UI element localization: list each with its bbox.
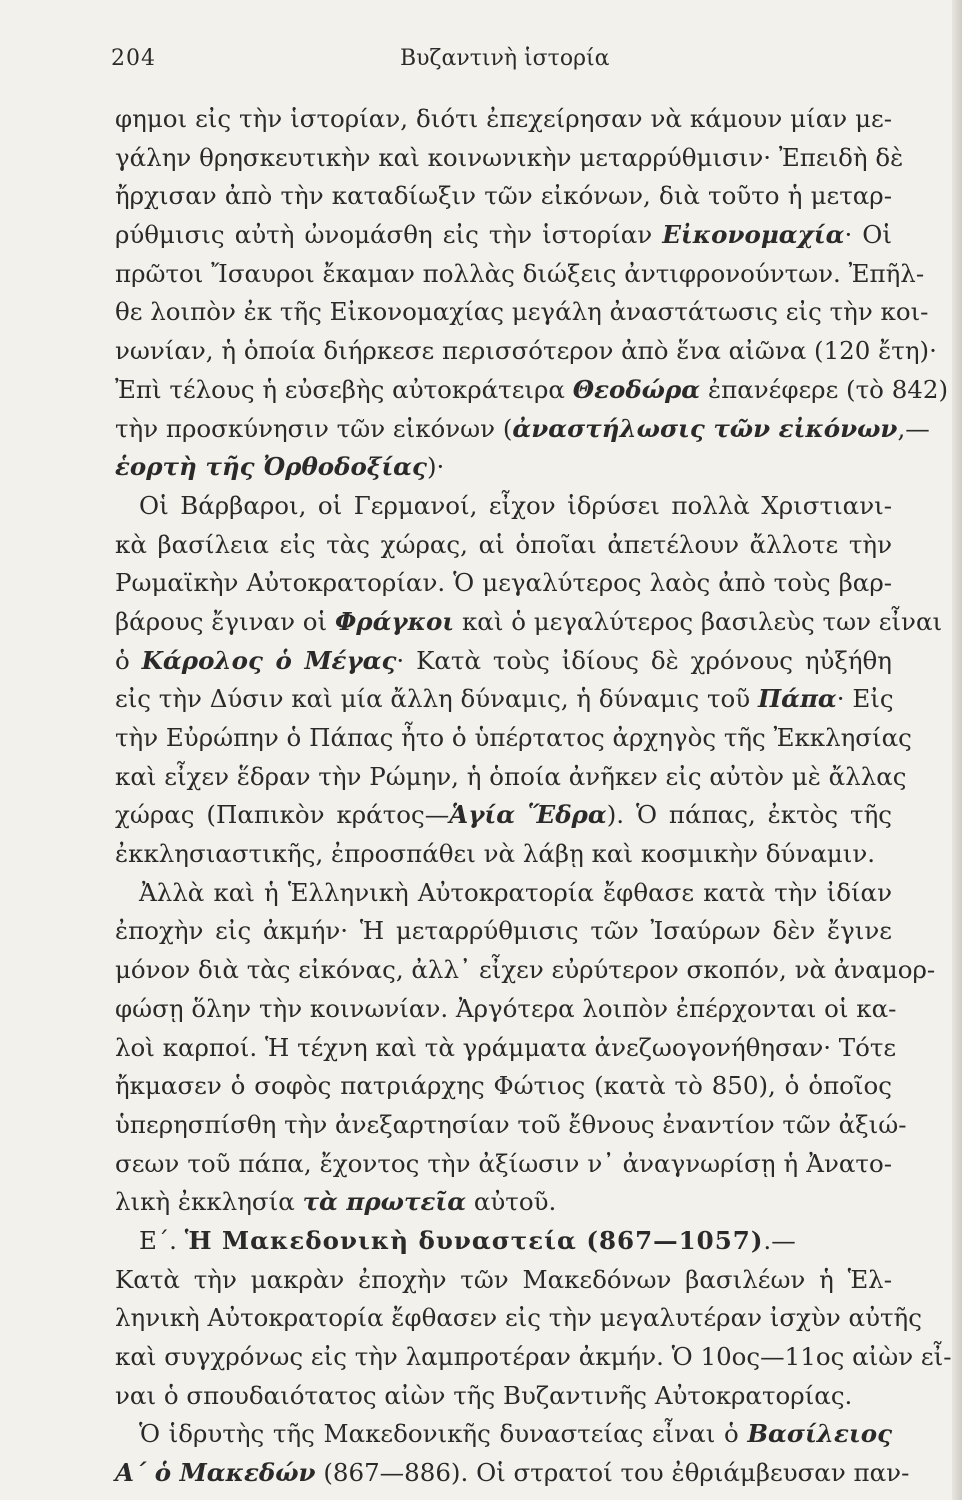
- page-edge-shadow: [952, 0, 962, 1500]
- text-run: καὶ εἶχεν ἕδραν τὴν Ρώμην, ἡ ὁποία ἀνῆκεν εἰς αὐτὸν μὲ ἄλλας: [115, 761, 907, 791]
- text-line: [115, 1222, 892, 1261]
- emphasis-term: Πάπα: [757, 684, 837, 714]
- text-run: )·: [426, 452, 445, 482]
- text-run: ἤκμασεν ὁ σοφὸς πατριάρχης Φώτιος (κατὰ τὸ 850), ὁ ὁποῖος: [115, 1071, 892, 1101]
- text-line: [115, 564, 892, 603]
- text-line: [115, 487, 892, 526]
- text-run: .—: [763, 1225, 796, 1255]
- text-run: γάλην θρησκευτικὴν καὶ κοινωνικὴν μεταρρύθμισιν· Ἐπειδὴ δὲ: [115, 142, 904, 172]
- text-run: ὁ: [115, 645, 142, 675]
- text-line: [115, 758, 907, 797]
- emphasis-term: Α΄ ὁ Μακεδών: [115, 1458, 316, 1488]
- text-run: αὐτοῦ.: [466, 1187, 557, 1217]
- text-line: [115, 526, 892, 565]
- text-line: [115, 1377, 892, 1416]
- text-line: [115, 680, 892, 719]
- text-line: [115, 371, 949, 410]
- text-run: θε λοιπὸν ἐκ τῆς Εἰκονομαχίας μεγάλη ἀναστάτωσις εἰς τὴν κοι-: [115, 297, 929, 327]
- text-line: [115, 1299, 922, 1338]
- text-line: [115, 100, 892, 139]
- text-line: [115, 835, 892, 874]
- emphasis-term: Ἁγία Ἕδρα: [449, 800, 607, 830]
- text-run: τὴν προσκύνησιν τῶν εἰκόνων (: [115, 413, 513, 443]
- text-run: ληνικὴ Αὐτοκρατορία ἔφθασεν εἰς τὴν μεγαλυτέραν ἰσχὺν αὐτῆς: [115, 1303, 922, 1333]
- text-run: ). Ὁ πάπας, ἐκτὸς τῆς: [606, 800, 892, 830]
- text-run: καὶ ὁ μεγαλύτερος βασιλεὺς των εἶναι: [454, 606, 943, 636]
- text-run: ,—: [897, 413, 930, 443]
- text-run: σεων τοῦ πάπα, ἔχοντος τὴν ἀξίωσιν ν᾽ ἀναγνωρίσῃ ἡ Ἀνατο-: [115, 1148, 892, 1178]
- text-line: [115, 1454, 910, 1493]
- text-line: [115, 1338, 952, 1377]
- text-run: Κατὰ τὴν μακρὰν ἐποχὴν τῶν Μακεδόνων βασιλέων ἡ Ἑλ-: [115, 1264, 892, 1294]
- text-run: βάρους ἔγιναν οἱ: [115, 606, 335, 636]
- text-line: [115, 410, 930, 449]
- text-line: [115, 1261, 892, 1300]
- text-run: μόνον διὰ τὰς εἰκόνας, ἀλλ᾽ εἶχεν εὐρύτερον σκοπόν, νὰ ἀναμορ-: [115, 955, 936, 985]
- text-run: ἐποχὴν εἰς ἀκμήν· Ἡ μεταρρύθμισις τῶν Ἰσαύρων δὲν ἔγινε: [115, 916, 892, 946]
- emphasis-term: Φράγκοι: [334, 606, 455, 636]
- text-run: · Κατὰ τοὺς ἰδίους δὲ χρόνους ηὐξήθη: [396, 645, 892, 675]
- text-run: ἤρχισαν ἀπὸ τὴν καταδίωξιν τῶν εἰκόνων, διὰ τοῦτο ἡ μεταρ-: [115, 181, 892, 211]
- text-run: (867—886). Οἱ στρατοί του ἐθριάμβευσαν παν-: [315, 1458, 910, 1488]
- text-line: [115, 1029, 897, 1068]
- text-run: ναι ὁ σπουδαιότατος αἰὼν τῆς Βυζαντινῆς Αὐτοκρατορίας.: [115, 1380, 853, 1410]
- text-line: [115, 951, 936, 990]
- text-run: λοὶ καρποί. Ἡ τέχνη καὶ τὰ γράμματα ἀνεζωογονήθησαν· Τότε: [115, 1032, 897, 1062]
- text-run: λικὴ ἐκκλησία: [115, 1187, 303, 1217]
- text-run: φώσῃ ὅλην τὴν κοινωνίαν. Ἀργότερα λοιπὸν ἐπέρχονται οἱ κα-: [115, 993, 897, 1023]
- text-line: [115, 216, 892, 255]
- text-line: [115, 990, 897, 1029]
- text-run: Ἐπὶ τέλους ἡ εὐσεβὴς αὐτοκράτειρα: [115, 374, 573, 404]
- emphasis-term: Θεοδώρα: [572, 374, 701, 404]
- emphasis-term: Εἰκονομαχία: [662, 220, 845, 250]
- text-run: νωνίαν, ἡ ὁποία διήρκεσε περισσότερον ἀπὸ ἕνα αἰῶνα (120 ἔτη)·: [115, 336, 937, 366]
- text-run: Ρωμαϊκὴν Αὐτοκρατορίαν. Ὁ μεγαλύτερος λαὸς ἀπὸ τοὺς βαρ-: [115, 568, 892, 598]
- emphasis-term: Κάρολος ὁ Μέγας: [141, 645, 397, 675]
- text-run: Ἀλλὰ καὶ ἡ Ἑλληνικὴ Αὐτοκρατορία ἔφθασε κατὰ τὴν ἰδίαν: [139, 877, 892, 907]
- text-run: πρῶτοι Ἴσαυροι ἔκαμαν πολλὰς διώξεις ἀντιφρονούντων. Ἐπῆλ-: [115, 258, 925, 288]
- text-line: [115, 255, 925, 294]
- text-line: [115, 1183, 892, 1222]
- text-line: [115, 332, 937, 371]
- page-number: 204: [111, 46, 156, 71]
- text-line: [115, 139, 904, 178]
- text-line: [115, 1067, 892, 1106]
- text-line: [115, 1145, 892, 1184]
- text-run: · Οἱ: [844, 220, 892, 250]
- text-line: [115, 719, 912, 758]
- text-run: Οἱ Βάρβαροι, οἱ Γερμανοί, εἶχον ἱδρύσει πολλὰ Χριστιανι-: [139, 490, 892, 520]
- section-heading: Ἡ Μακεδονικὴ δυναστεία (867—1057): [184, 1225, 764, 1255]
- text-line: [115, 293, 929, 332]
- text-run: ἐπανέφερε (τὸ 842): [700, 374, 949, 404]
- emphasis-term: ἀναστήλωσις τῶν εἰκόνων: [512, 413, 898, 443]
- text-run: Ε΄.: [139, 1225, 185, 1255]
- text-run: φημοι εἰς τὴν ἱστορίαν, διότι ἐπεχείρησαν νὰ κάμουν μίαν με-: [115, 104, 892, 133]
- text-line: [115, 1415, 892, 1454]
- text-run: ὑπερησπίσθη τὴν ἀνεξαρτησίαν τοῦ ἔθνους ἐναντίον τῶν ἀξιώ-: [115, 1109, 907, 1139]
- text-run: · Εἰς: [836, 684, 894, 714]
- text-line: [115, 1106, 907, 1145]
- text-run: ἐκκλησιαστικῆς, ἐπροσπάθει νὰ λάβῃ καὶ κοσμικὴν δύναμιν.: [115, 839, 876, 869]
- text-run: Ὁ ἱδρυτὴς τῆς Μακεδονικῆς δυναστείας εἶναι ὁ: [139, 1419, 748, 1449]
- text-line: [115, 912, 892, 951]
- text-run: καὶ συγχρόνως εἰς τὴν λαμπροτέραν ἀκμήν. Ὁ 10ος—11ος αἰὼν εἶ-: [115, 1342, 952, 1371]
- page-header: [111, 46, 892, 80]
- text-line: [115, 874, 892, 913]
- text-line: [115, 603, 943, 642]
- text-line: [115, 177, 892, 216]
- emphasis-term: τὰ πρωτεῖα: [302, 1187, 467, 1217]
- text-run: τὴν Εὐρώπην ὁ Πάπας ἦτο ὁ ὑπέρτατος ἀρχηγὸς τῆς Ἐκκλησίας: [115, 723, 912, 752]
- text-line: [115, 642, 892, 681]
- emphasis-term: ἑορτὴ τῆς Ὀρθοδοξίας: [115, 452, 427, 482]
- text-run: χώρας (Παπικὸν κράτος—: [115, 800, 450, 830]
- body-text: [115, 100, 952, 1493]
- running-title: Βυζαντινὴ ἱστορία: [400, 46, 610, 71]
- text-line: [115, 448, 892, 487]
- text-run: ρύθμισις αὐτὴ ὠνομάσθη εἰς τὴν ἱστορίαν: [115, 220, 663, 250]
- text-run: εἰς τὴν Δύσιν καὶ μία ἄλλη δύναμις, ἡ δύναμις τοῦ: [115, 684, 758, 714]
- text-line: [115, 796, 892, 835]
- emphasis-term: Βασίλειος: [747, 1419, 892, 1449]
- text-run: κὰ βασίλεια εἰς τὰς χώρας, αἱ ὁποῖαι ἀπετέλουν ἄλλοτε τὴν: [115, 529, 892, 559]
